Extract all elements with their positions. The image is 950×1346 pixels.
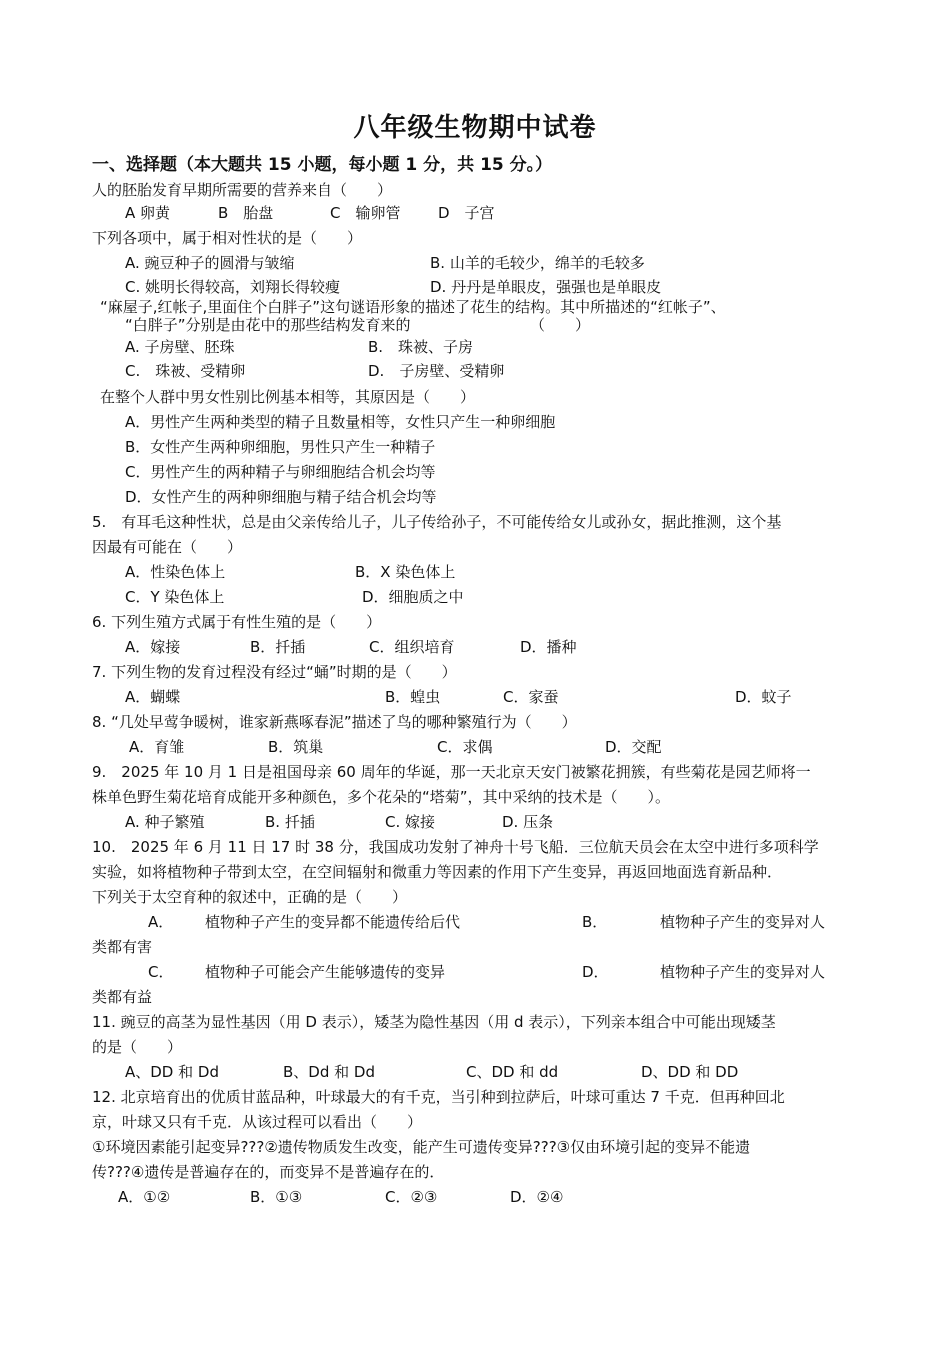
q1-option-b: B 胎盘 — [218, 204, 274, 222]
q10-option-d-text: 植物种子产生的变异对人 — [660, 963, 826, 981]
q12-option-b: B．①③ — [250, 1188, 303, 1206]
q7-option-c: C．家蚕 — [503, 688, 559, 706]
q11-option-a: A、DD 和 Dd — [125, 1063, 219, 1081]
q10-option-a-letter: A． — [148, 913, 174, 931]
q8-option-b: B．筑巢 — [268, 738, 324, 756]
q7-option-a: A．蝴蝶 — [125, 688, 181, 706]
q2-option-b: B. 山羊的毛较少，绵羊的毛较多 — [430, 254, 645, 272]
q12-statements-line1: ①环境因素能引起变异???②遗传物质发生改变，能产生可遗传变异???③仅由环境引起的变异不能遗 — [92, 1138, 751, 1156]
q7-stem: 7. 下列生物的发育过程没有经过“蛹”时期的是（ ） — [92, 663, 457, 681]
q4-option-c: C．男性产生的两种精子与卵细胞结合机会均等 — [125, 463, 436, 481]
q5-option-a: A．性染色体上 — [125, 563, 226, 581]
q12-option-a: A．①② — [118, 1188, 171, 1206]
q1-option-c: C 输卵管 — [330, 204, 401, 222]
q8-option-a: A．育雏 — [129, 738, 185, 756]
q2-option-d: D. 丹丹是单眼皮，强强也是单眼皮 — [430, 278, 662, 296]
q1-option-d: D 子宫 — [438, 204, 495, 222]
q6-option-a: A．嫁接 — [125, 638, 181, 656]
q10-option-a-text: 植物种子产生的变异都不能遗传给后代 — [205, 913, 461, 931]
q6-option-d: D．播种 — [520, 638, 577, 656]
q8-option-d: D．交配 — [605, 738, 662, 756]
q10-stem-line3: 下列关于太空育种的叙述中，正确的是（ ） — [92, 888, 408, 906]
q2-stem: 下列各项中，属于相对性状的是（ ） — [92, 229, 363, 247]
q3-option-c: C. 珠被、受精卵 — [125, 362, 246, 380]
q1-stem: 人的胚胎发育早期所需要的营养来自（ ） — [92, 181, 393, 199]
q1-option-a: A 卵黄 — [125, 204, 171, 222]
q10-option-c-letter: C． — [148, 963, 174, 981]
section-heading: 一、选择题（本大题共 15 小题，每小题 1 分，共 15 分。） — [92, 155, 553, 175]
q2-option-c: C. 姚明长得较高，刘翔长得较瘦 — [125, 278, 341, 296]
q7-option-d: D．蚊子 — [735, 688, 792, 706]
q5-option-b: B．X 染色体上 — [355, 563, 456, 581]
q10-option-d-text-cont: 类都有益 — [92, 988, 153, 1006]
q3-stem-line2: “白胖子”分别是由花中的那些结构发育来的 — [125, 316, 411, 334]
q5-option-c: C．Y 染色体上 — [125, 588, 225, 606]
q3-option-b: B. 珠被、子房 — [368, 338, 474, 356]
q9-stem-line2: 株单色野生菊花培育成能开多种颜色，多个花朵的“塔菊”，其中采纳的技术是（ ）。 — [92, 788, 671, 806]
q8-stem: 8. “几处早莺争暖树，谁家新燕啄春泥”描述了鸟的哪种繁殖行为（ ） — [92, 713, 577, 731]
q10-option-b-text-cont: 类都有害 — [92, 938, 153, 956]
q11-stem-line1: 11. 豌豆的高茎为显性基因（用 D 表示），矮茎为隐性基因（用 d 表示），下列亲本组合中可能出现矮茎 — [92, 1013, 776, 1031]
q11-option-b: B、Dd 和 Dd — [283, 1063, 375, 1081]
q12-stem-line1: 12. 北京培育出的优质甘蓝品种，叶球最大的有千克，当引种到拉萨后，叶球可重达 7 千克．但再种回北 — [92, 1088, 785, 1106]
q9-option-c: C. 嫁接 — [385, 813, 436, 831]
q9-option-b: B. 扦插 — [265, 813, 315, 831]
q10-stem-line2: 实验，如将植物种子带到太空，在空间辐射和微重力等因素的作用下产生变异，再返回地面选育新品种． — [92, 863, 783, 881]
q10-option-b-text: 植物种子产生的变异对人 — [660, 913, 826, 931]
q7-option-b: B．蝗虫 — [385, 688, 441, 706]
q8-option-c: C．求偶 — [437, 738, 493, 756]
q3-option-a: A. 子房壁、胚珠 — [125, 338, 235, 356]
q3-option-d: D. 子房壁、受精卵 — [368, 362, 505, 380]
q9-option-a: A. 种子繁殖 — [125, 813, 205, 831]
q10-option-c-text: 植物种子可能会产生能够遗传的变异 — [205, 963, 446, 981]
q10-option-b-letter: B． — [582, 913, 608, 931]
q5-option-d: D．细胞质之中 — [362, 588, 464, 606]
q3-stem-line1: “麻屋子,红帐子,里面住个白胖子”这句谜语形象的描述了花生的结构。其中所描述的“红帐子”、 — [100, 298, 726, 316]
q4-option-d: D．女性产生的两种卵细胞与精子结合机会均等 — [125, 488, 437, 506]
q10-option-d-letter: D． — [582, 963, 609, 981]
q10-stem-line1: 10. 2025 年 6 月 11 日 17 时 38 分，我国成功发射了神舟十号飞船．三位航天员会在太空中进行多项科学 — [92, 838, 819, 856]
q12-stem-line2: 京，叶球又只有千克．从该过程可以看出（ ） — [92, 1113, 423, 1131]
page-title: 八年级生物期中试卷 — [353, 113, 597, 143]
q5-stem-line1: 5. 有耳毛这种性状，总是由父亲传给儿子，儿子传给孙子，不可能传给女儿或孙女，据此推测，这个基 — [92, 513, 782, 531]
q4-option-b: B．女性产生两种卵细胞，男性只产生一种精子 — [125, 438, 436, 456]
q3-answer-paren: （ ） — [530, 316, 591, 334]
q9-option-d: D. 压条 — [502, 813, 554, 831]
q11-stem-line2: 的是（ ） — [92, 1038, 183, 1056]
q12-option-c: C．②③ — [385, 1188, 438, 1206]
q2-option-a: A. 豌豆种子的圆滑与皱缩 — [125, 254, 295, 272]
q9-stem-line1: 9. 2025 年 10 月 1 日是祖国母亲 60 周年的华诞，那一天北京天安门被繁花拥簇，有些菊花是园艺师将一 — [92, 763, 811, 781]
q5-stem-line2: 因最有可能在（ ） — [92, 538, 243, 556]
q4-stem: 在整个人群中男女性别比例基本相等，其原因是（ ） — [100, 388, 476, 406]
q11-option-d: D、DD 和 DD — [641, 1063, 739, 1081]
q4-option-a: A．男性产生两种类型的精子且数量相等，女性只产生一种卵细胞 — [125, 413, 556, 431]
q11-option-c: C、DD 和 dd — [466, 1063, 559, 1081]
q6-option-c: C．组织培育 — [369, 638, 455, 656]
q12-option-d: D．②④ — [510, 1188, 564, 1206]
q6-stem: 6. 下列生殖方式属于有性生殖的是（ ） — [92, 613, 382, 631]
q12-statements-line2: 传???④遗传是普遍存在的，而变异不是普遍存在的． — [92, 1163, 445, 1181]
q6-option-b: B．扦插 — [250, 638, 306, 656]
